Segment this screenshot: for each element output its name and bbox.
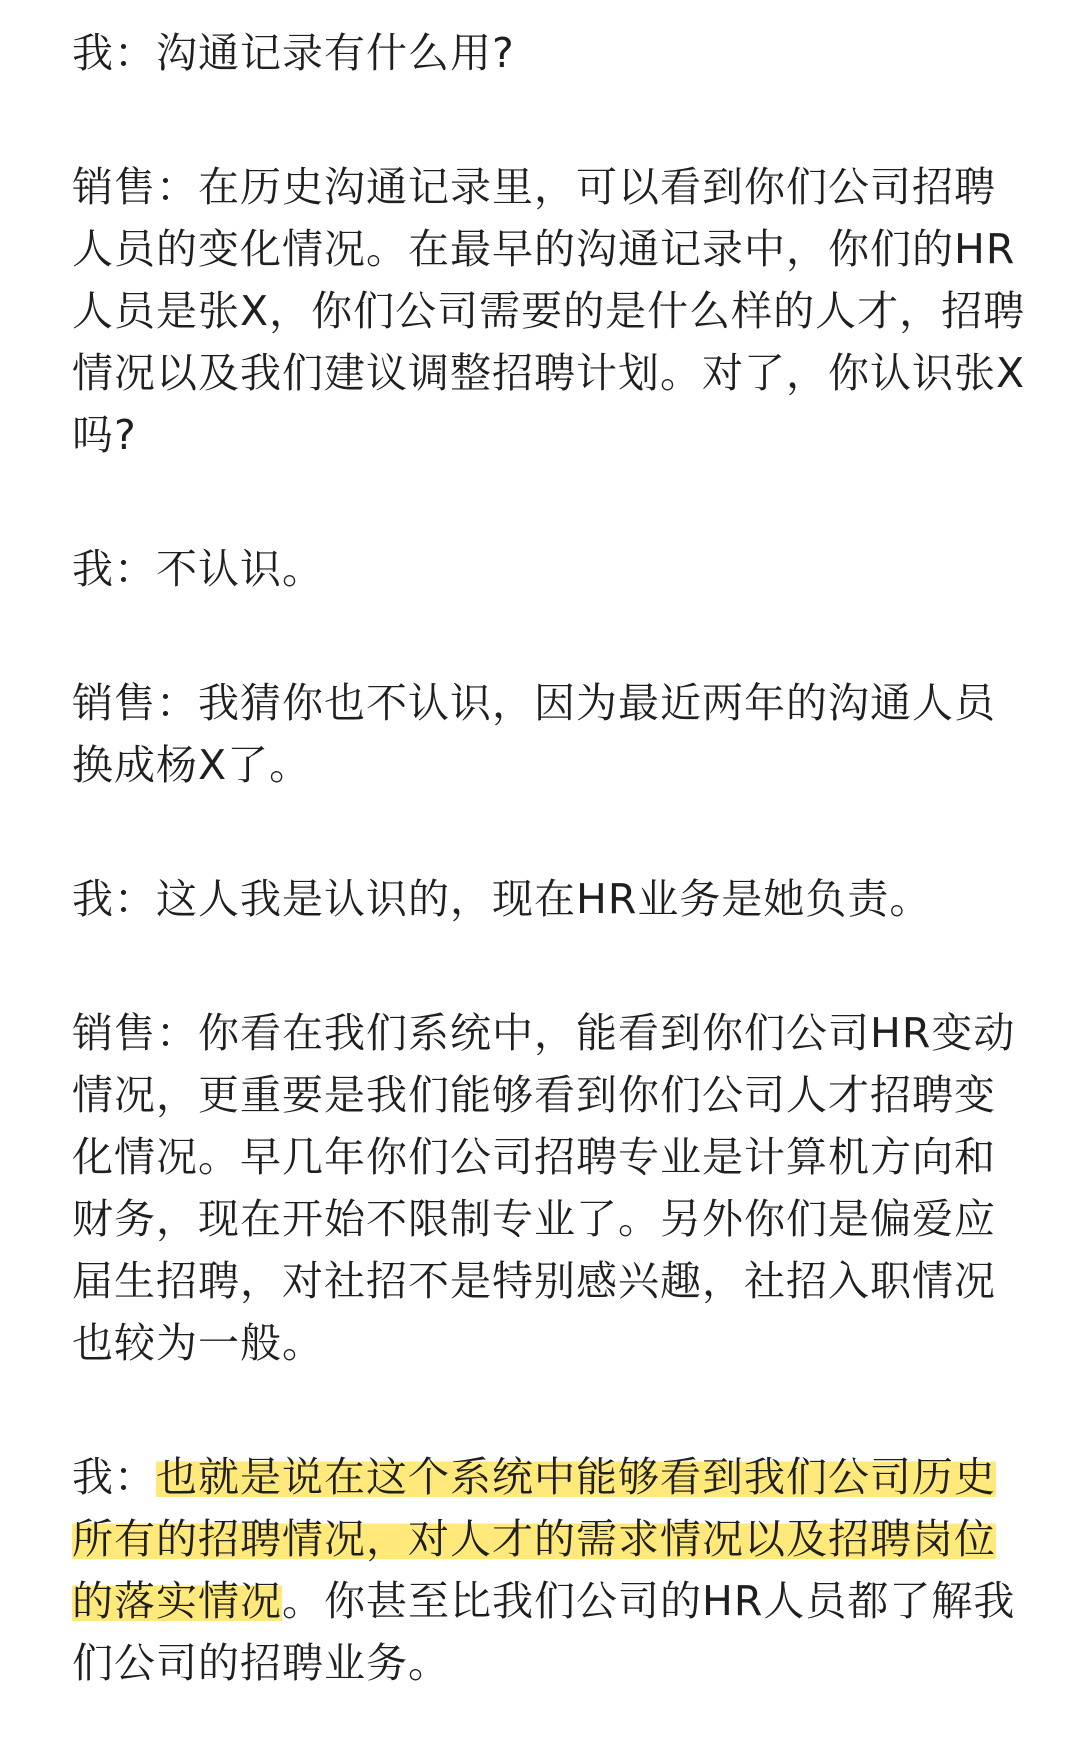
dialogue-line bbox=[72, 1002, 1032, 1374]
speaker-label: 我： bbox=[72, 545, 156, 593]
dialogue-text: 你看在我们系统中，能看到你们公司HR变动情况，更重要是我们能够看到你们公司人才招聘变化情况。早几年你们公司招聘专业是计算机方向和财务，现在开始不限制专业了。另外你们是偏爱应届生招聘，对社招不是特别感兴趣，社招入职情况也较为一般。 bbox=[72, 1009, 1016, 1367]
speaker-label: 我： bbox=[72, 29, 156, 77]
speaker-label: 销售： bbox=[72, 1009, 198, 1057]
dialogue-line bbox=[72, 672, 1032, 796]
dialogue-text: 我猜你也不认识，因为最近两年的沟通人员换成杨X了。 bbox=[72, 679, 996, 789]
dialogue-text: 这人我是认识的，现在HR业务是她负责。 bbox=[156, 875, 932, 923]
dialogue-line bbox=[72, 156, 1032, 466]
dialogue-line bbox=[72, 22, 1032, 84]
dialogue-line-final bbox=[72, 1446, 1032, 1694]
speaker-label: 我： bbox=[72, 875, 156, 923]
dialogue-text: 。你甚至比我们公司的HR人员都了解我们公司的招聘业务。 bbox=[72, 1577, 1016, 1687]
speaker-label: 销售： bbox=[72, 163, 198, 211]
dialogue-text: 沟通记录有什么用? bbox=[156, 29, 515, 77]
article-body bbox=[72, 22, 1032, 1694]
highlighted-text: 也就是说在这个系统中能够看到我们公司历史所有的招聘情况，对人才的需求情况以及招聘岗位的落实情况 bbox=[72, 1453, 996, 1625]
dialogue-text: 在历史沟通记录里，可以看到你们公司招聘人员的变化情况。在最早的沟通记录中，你们的HR 人员是张X，你们公司需要的是什么样的人才，招聘情况以及我们建议调整招聘计划。对了，你认识张X吗? bbox=[72, 163, 1026, 459]
dialogue-line bbox=[72, 868, 1032, 930]
dialogue-line bbox=[72, 538, 1032, 600]
speaker-label: 我： bbox=[72, 1453, 156, 1501]
speaker-label: 销售： bbox=[72, 679, 198, 727]
dialogue-text: 不认识。 bbox=[156, 545, 324, 593]
